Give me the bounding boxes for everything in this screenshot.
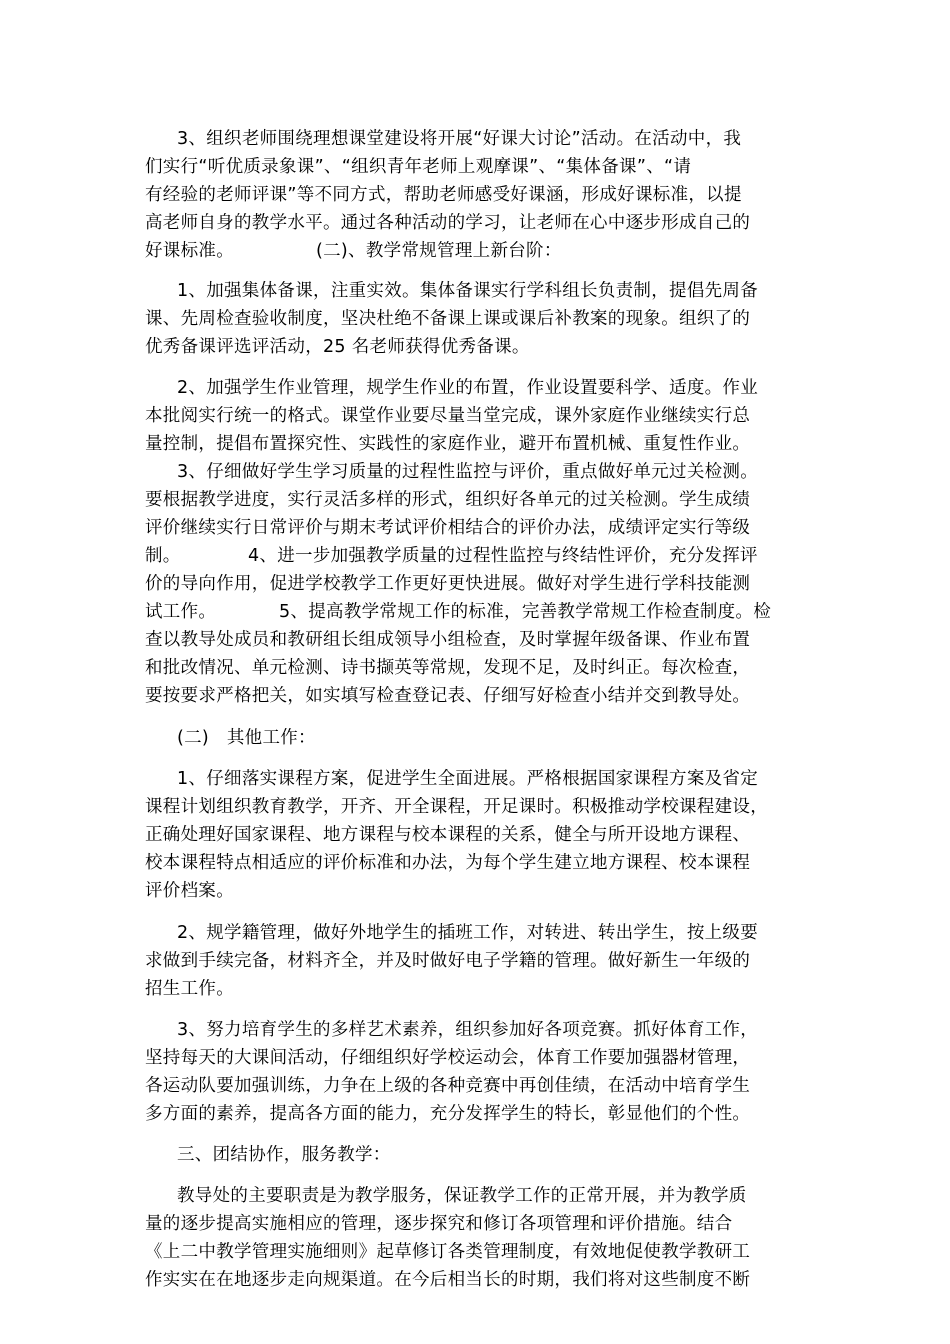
section-heading: (二)、教学常规管理上新台阶： bbox=[316, 241, 562, 261]
paragraph-line: 求做到手续完备，材料齐全，并及时做好电子学籍的管理。做好新生一年级的 bbox=[145, 951, 751, 971]
paragraph-line: 评价继续实行日常评价与期末考试评价相结合的评价办法，成绩评定实行等级 bbox=[145, 518, 751, 538]
paragraph-line: 各运动队要加强训练，力争在上级的各种竞赛中再创佳绩，在活动中培育学生 bbox=[145, 1076, 751, 1096]
paragraph-line: 1、加强集体备课，注重实效。集体备课实行学科组长负责制，提倡先周备 bbox=[177, 281, 759, 301]
paragraph-line: 4、进一步加强教学质量的过程性监控与终结性评价，充分发挥评 bbox=[248, 546, 758, 566]
section-heading: 三、团结协作，服务教学： bbox=[177, 1145, 391, 1165]
paragraph-line: 2、加强学生作业管理，规学生作业的布置，作业设置要科学、适度。作业 bbox=[177, 378, 759, 398]
paragraph-line: 们实行“听优质录象课”、“组织青年老师上观摩课”、“集体备课”、“请 bbox=[145, 157, 692, 177]
paragraph-line: 招生工作。 bbox=[145, 979, 234, 999]
paragraph-line: 价的导向作用，促进学校教学工作更好更快进展。做好对学生进行学科技能测 bbox=[145, 574, 751, 594]
paragraph-line: 多方面的素养，提高各方面的能力，充分发挥学生的特长，彰显他们的个性。 bbox=[145, 1104, 751, 1124]
paragraph-line: 要根据教学进度，实行灵活多样的形式，组织好各单元的过关检测。学生成绩 bbox=[145, 490, 751, 510]
paragraph-line: 教导处的主要职责是为教学服务，保证教学工作的正常开展，并为教学质 bbox=[177, 1186, 747, 1206]
paragraph-line: 3、仔细做好学生学习质量的过程性监控与评价，重点做好单元过关检测。 bbox=[177, 462, 759, 482]
paragraph-line: 试工作。 bbox=[145, 602, 217, 622]
paragraph-line: 高老师自身的教学水平。通过各种活动的学习，让老师在心中逐步形成自己的 bbox=[145, 213, 751, 233]
paragraph-line: 坚持每天的大课间活动，仔细组织好学校运动会，体育工作要加强器材管理， bbox=[145, 1048, 751, 1068]
paragraph-line: 评价档案。 bbox=[145, 881, 234, 901]
paragraph-line: 《上二中教学管理实施细则》起草修订各类管理制度，有效地促使教学教研工 bbox=[145, 1242, 751, 1262]
paragraph-line: 课、先周检查验收制度，坚决杜绝不备课上课或课后补教案的现象。组织了的 bbox=[145, 309, 751, 329]
paragraph-line: 和批改情况、单元检测、诗书撷英等常规，发现不足，及时纠正。每次检查， bbox=[145, 658, 751, 678]
paragraph-line: 5、提高教学常规工作的标准，完善教学常规工作检查制度。检 bbox=[279, 602, 772, 622]
paragraph-line: 有经验的老师评课”等不同方式，帮助老师感受好课涵，形成好课标准，以提 bbox=[145, 185, 742, 205]
paragraph-line: 1、仔细落实课程方案，促进学生全面进展。严格根据国家课程方案及省定 bbox=[177, 769, 759, 789]
paragraph-line: 要按要求严格把关，如实填写检查登记表、仔细写好检查小结并交到教导处。 bbox=[145, 686, 751, 706]
section-heading: (二) 其他工作： bbox=[177, 728, 316, 748]
paragraph-line: 好课标准。 bbox=[145, 241, 234, 261]
paragraph-line: 量的逐步提高实施相应的管理，逐步探究和修订各项管理和评价措施。结合 bbox=[145, 1214, 733, 1234]
paragraph-line: 校本课程特点相适应的评价标准和办法，为每个学生建立地方课程、校本课程 bbox=[145, 853, 751, 873]
paragraph-line: 2、规学籍管理，做好外地学生的插班工作，对转进、转出学生，按上级要 bbox=[177, 923, 759, 943]
paragraph-line: 3、组织老师围绕理想课堂建设将开展“好课大讨论”活动。在活动中，我 bbox=[177, 129, 742, 149]
paragraph-line: 正确处理好国家课程、地方课程与校本课程的关系，健全与所开设地方课程、 bbox=[145, 825, 751, 845]
paragraph-line: 量控制，提倡布置探究性、实践性的家庭作业，避开布置机械、重复性作业。 bbox=[145, 434, 751, 454]
paragraph-line: 本批阅实行统一的格式。课堂作业要尽量当堂完成，课外家庭作业继续实行总 bbox=[145, 406, 751, 426]
paragraph-line: 课程计划组织教育教学，开齐、开全课程，开足课时。积极推动学校课程建设， bbox=[145, 797, 768, 817]
paragraph-line: 优秀备课评选评活动，25 名老师获得优秀备课。 bbox=[145, 337, 530, 357]
paragraph-line: 作实实在在地逐步走向规渠道。在今后相当长的时期，我们将对这些制度不断 bbox=[145, 1270, 751, 1290]
paragraph-line: 制。 bbox=[145, 546, 181, 566]
paragraph-line: 查以教导处成员和教研组长组成领导小组检查，及时掌握年级备课、作业布置 bbox=[145, 630, 751, 650]
paragraph-line: 3、努力培育学生的多样艺术素养，组织参加好各项竞赛。抓好体育工作， bbox=[177, 1020, 759, 1040]
